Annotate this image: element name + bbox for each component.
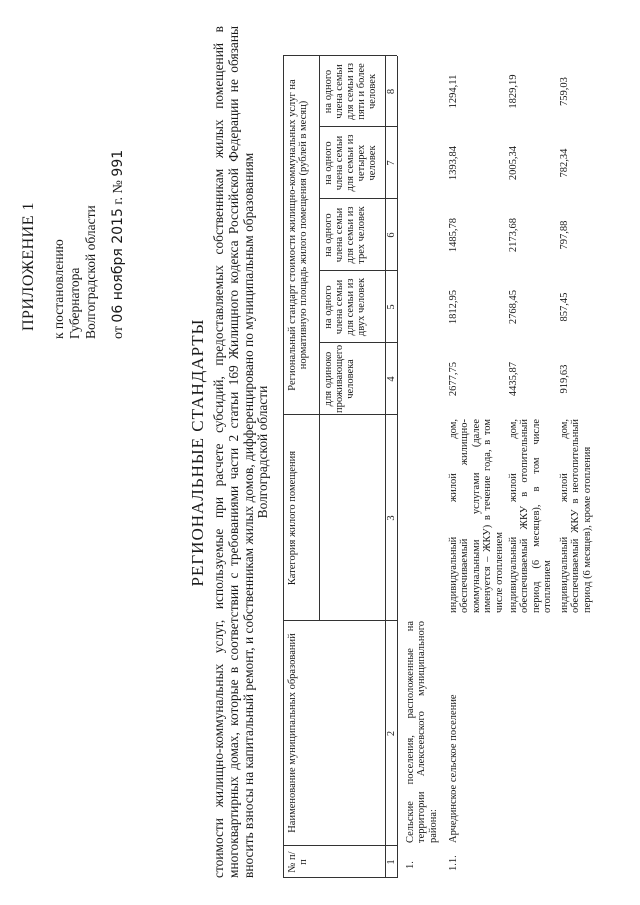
intro-main-text: стоимости жилищно-коммунальных услуг, используемые при расчете субсидий, предоставляемых собственникам жилых помещений в многоквартирных домах, которые в соответствии с требованиями части 2 статьи 169 Жилищного кодекса Российской Федерации не обязаны вносить взносы на капитальный ремонт, и собственникам жилых домов, дифференцировано по муниципальным образованиям xyxy=(211,26,256,878)
resolution-date-line xyxy=(110,150,127,339)
col-header-num: № п/п xyxy=(287,851,309,873)
grid-line xyxy=(319,56,320,621)
row-value: 1393,84 xyxy=(448,145,459,181)
row-category: индивидуальный жилой дом, обеспечиваемый ЖКУ в отопительный период (6 месяцев), в том числе отоплением xyxy=(508,419,554,613)
col-number: 8 xyxy=(386,88,397,95)
intro-last-line: Волгоградской области xyxy=(255,385,271,519)
col-number: 7 xyxy=(386,160,397,166)
row-value: 782,34 xyxy=(559,148,570,178)
col-header-standard-group: Региональный стандарт стоимости жилищно-коммунальных услуг на нормативную площадь жилого помещения (рублей в месяц) xyxy=(287,79,309,391)
number-sign: № xyxy=(111,180,126,194)
document-title: РЕГИОНАЛЬНЫЕ СТАНДАРТЫ xyxy=(188,318,207,587)
handwritten-number: 991 xyxy=(110,149,126,177)
subsection-num: 1.1. xyxy=(448,855,459,871)
row-value: 857,45 xyxy=(559,292,570,322)
row-value: 919,63 xyxy=(559,364,570,394)
col-header-single: для одиноко проживающего человека xyxy=(323,344,356,413)
date-year-suffix: г. xyxy=(111,196,126,205)
to-resolution-line: к постановлению xyxy=(51,239,66,339)
region-line: Волгоградской области xyxy=(83,205,98,339)
row-value: 797,88 xyxy=(559,220,570,250)
handwritten-date: 06 ноября 2015 xyxy=(110,208,126,323)
date-prefix: от xyxy=(111,326,126,339)
col-header-municipality: Наименование муниципальных образований xyxy=(287,633,298,833)
subsection-name: Арчединское сельское поселение xyxy=(448,694,459,843)
col-header-family-two: на одного члена семьи для семьи из двух человек xyxy=(323,277,367,337)
row-value: 2005,34 xyxy=(508,145,519,181)
section-num: 1. xyxy=(405,861,416,869)
col-number: 6 xyxy=(386,232,397,238)
appendix-title: ПРИЛОЖЕНИЕ 1 xyxy=(20,201,37,331)
row-value: 1829,19 xyxy=(508,74,519,109)
row-value: 1812,95 xyxy=(448,289,459,325)
row-category: индивидуальный жилой дом, обеспечиваемый ЖКУ в неотопительный период (6 месяцев), кроме отопления xyxy=(559,419,593,613)
grid-line xyxy=(283,620,397,621)
col-number: 5 xyxy=(386,304,397,310)
section-name: Сельские поселения, расположенные на территории Алексеевского муниципального района: xyxy=(405,621,439,843)
col-header-family-five: на одного члена семьи для семьи из пяти и более человек xyxy=(323,63,378,120)
grid-line xyxy=(283,845,397,846)
col-header-category: Категория жилого помещения xyxy=(287,450,298,586)
grid-line xyxy=(283,877,397,878)
grid-line xyxy=(283,414,397,415)
intro-paragraph xyxy=(212,26,271,878)
col-number: 2 xyxy=(386,730,397,737)
row-value: 1294,11 xyxy=(448,74,459,109)
row-value: 4435,87 xyxy=(508,361,519,397)
col-number: 1 xyxy=(386,859,397,865)
row-value: 2173,68 xyxy=(508,217,519,253)
col-header-family-three: на одного члена семьи для семьи из трех человек xyxy=(323,206,367,264)
col-header-family-four: на одного члена семьи для семьи из четырех человек xyxy=(323,134,378,192)
row-category: индивидуальный жилой дом, обеспечиваемый жилищно-коммунальными услугами (далее именуется – ЖКУ) в течение года, в том числе отоплением xyxy=(448,419,505,613)
governor-line: Губернатора xyxy=(67,267,82,339)
row-value: 1485,78 xyxy=(448,217,459,253)
col-number: 3 xyxy=(386,515,397,521)
grid-line xyxy=(283,55,397,56)
col-number: 4 xyxy=(386,376,397,382)
grid-line xyxy=(397,56,398,878)
grid-line xyxy=(283,56,284,878)
row-value: 2768,45 xyxy=(508,289,519,325)
row-value: 2677,75 xyxy=(448,361,459,397)
row-value: 759,03 xyxy=(559,77,570,106)
